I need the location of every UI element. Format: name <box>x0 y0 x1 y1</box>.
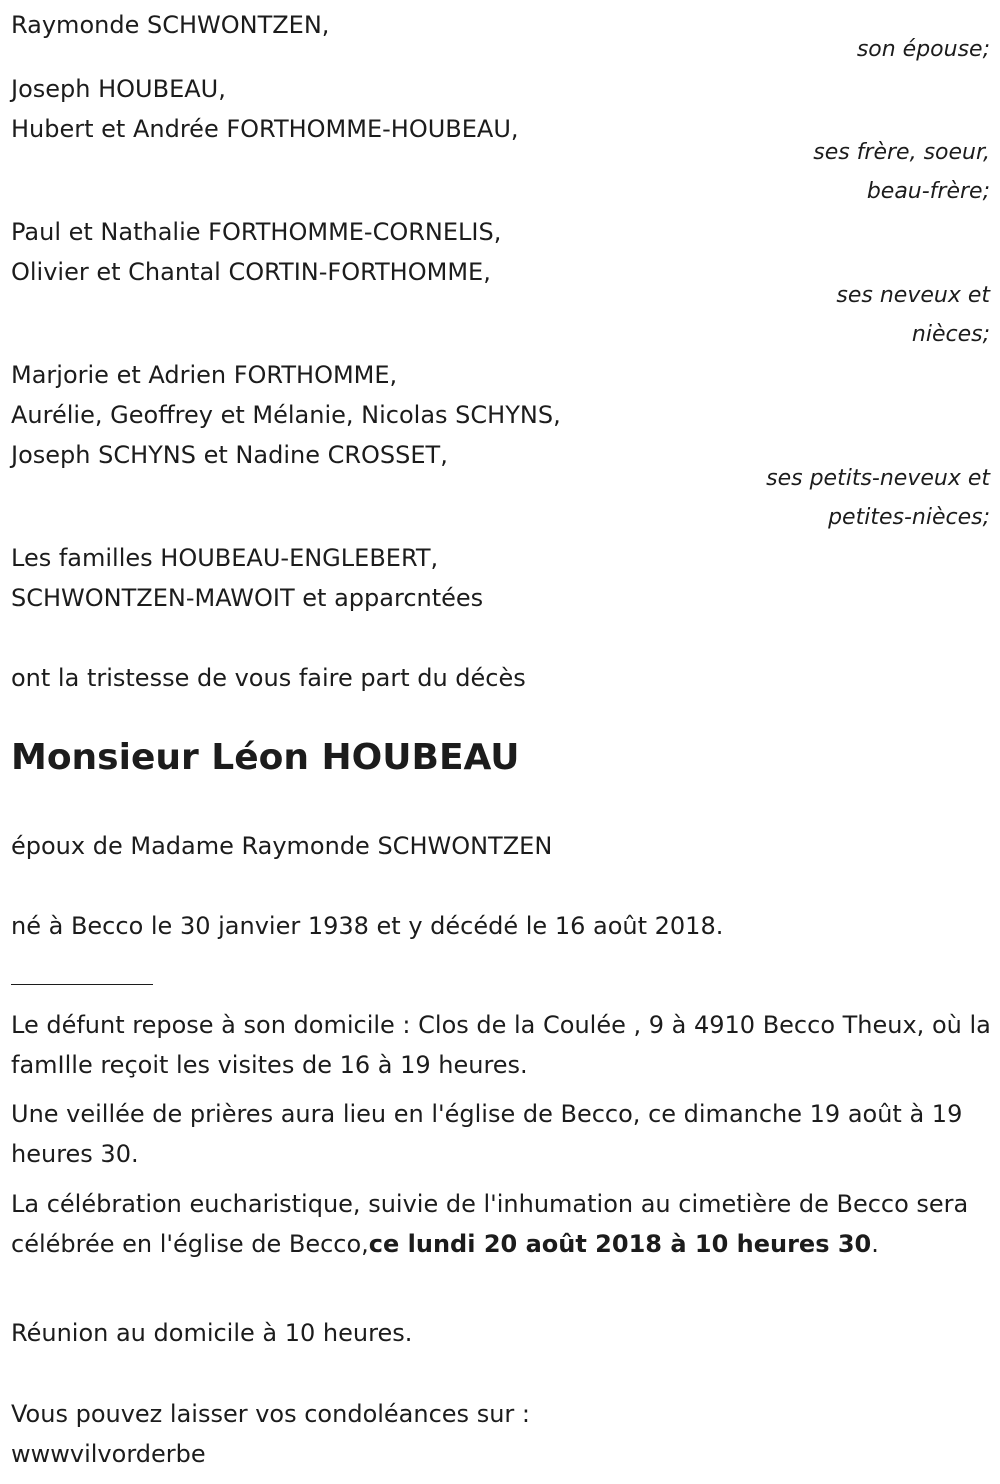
families-line: Les familles HOUBEAU-ENGLEBERT, <box>11 544 439 572</box>
spouse-name: Raymonde SCHWONTZEN, <box>11 11 330 39</box>
ceremony-description: La célébration eucharistique, suivie de l'inhumation au cimetière de Becco sera célébrée en l'église de Becco, <box>11 1190 969 1258</box>
grandnephew-name: Marjorie et Adrien FORTHOMME, <box>11 361 398 389</box>
condolences-label: Vous pouvez laisser vos condoléances sur : <box>11 1400 530 1428</box>
sibling-name: Joseph HOUBEAU, <box>11 75 226 103</box>
grandnephew-name: Aurélie, Geoffrey et Mélanie, Nicolas SCHYNS, <box>11 401 561 429</box>
birth-death-line: né à Becco le 30 janvier 1938 et y décédé le 16 août 2018. <box>11 912 724 940</box>
vigil-text: Une veillée de prières aura lieu en l'église de Becco, ce dimanche 19 août à 19 heures 30. <box>11 1100 963 1168</box>
ceremony-date: ce lundi 20 août 2018 à 10 heures 30 <box>368 1230 872 1258</box>
meeting-text: Réunion au domicile à 10 heures. <box>11 1319 413 1347</box>
nephews-role: ses neveux et <box>836 283 990 308</box>
grandnephews-role: petites-nièces; <box>828 505 990 530</box>
nephew-name: Paul et Nathalie FORTHOMME-CORNELIS, <box>11 218 502 246</box>
separator-rule <box>11 984 153 985</box>
deceased-name: Monsieur Léon HOUBEAU <box>11 737 520 778</box>
ceremony-text <box>11 1184 991 1264</box>
rests-at-text: Le défunt repose à son domicile : Clos de la Coulée , 9 à 4910 Becco Theux, où la famIlle reçoit les visites de 16 à 19 heures. <box>11 1011 991 1079</box>
intro-text: ont la tristesse de vous faire part du décès <box>11 664 526 692</box>
grandnephew-name: Joseph SCHYNS et Nadine CROSSET, <box>11 441 448 469</box>
nephews-role: nièces; <box>911 322 990 347</box>
grandnephews-role: ses petits-neveux et <box>766 466 990 491</box>
spouse-role: son épouse; <box>856 37 990 62</box>
condolences-site: wwwvilvorderbe <box>11 1440 206 1468</box>
families-line: SCHWONTZEN-MAWOIT et apparcntées <box>11 584 484 612</box>
siblings-role: ses frère, soeur, <box>813 140 990 165</box>
spouse-line: époux de Madame Raymonde SCHWONTZEN <box>11 832 553 860</box>
ceremony-end: . <box>871 1230 879 1258</box>
nephew-name: Olivier et Chantal CORTIN-FORTHOMME, <box>11 258 491 286</box>
siblings-role: beau-frère; <box>866 179 990 204</box>
sibling-name: Hubert et Andrée FORTHOMME-HOUBEAU, <box>11 115 519 143</box>
